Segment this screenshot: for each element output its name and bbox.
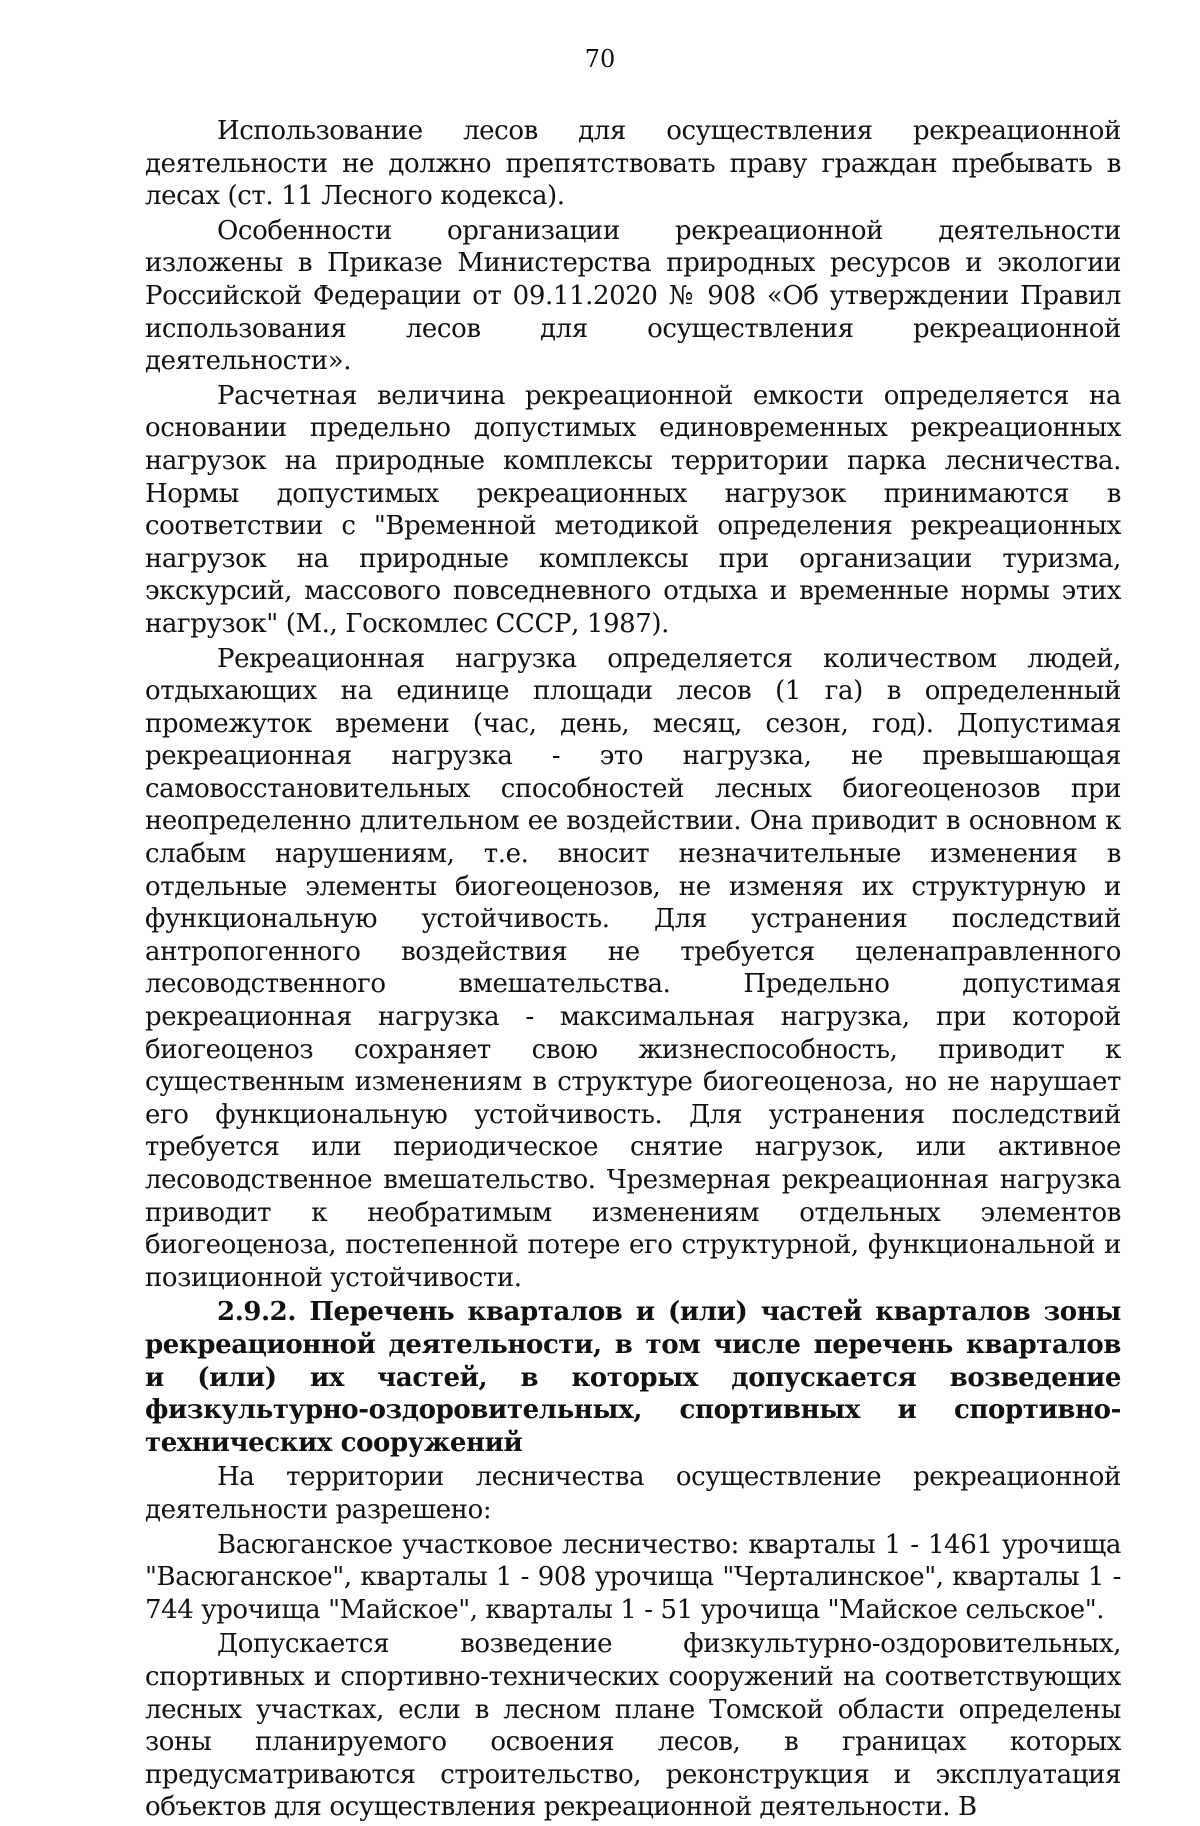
paragraph-recreational-capacity: Расчетная величина рекреационной емкости определяется на основании предельно допустимых единовременных рекреационных нагрузок на природные комплексы территории парка лесничества. Нормы допустимых рекреационных нагрузок принимаются в соответствии с "Временной методикой определения рекреационных нагрузок на природные комплексы при организации туризма, экскурсий, массового повседневного отдыха и временные нормы этих нагрузок" (М., Госкомлес СССР, 1987).	[145, 380, 1121, 639]
document-body	[145, 115, 1121, 1826]
paragraph-forest-use-rights: Использование лесов для осуществления рекреационной деятельности не должно препятствовать праву граждан пребывать в лесах (ст. 11 Лесного кодекса).	[145, 116, 1121, 212]
section-heading-2-9-2: 2.9.2. Перечень кварталов и (или) частей кварталов зоны рекреационной деятельности, в том числе перечень кварталов и (или) их частей, в которых допускается возведение физкультурно-оздоровительных, спортивных и спортивно-технических сооружений	[145, 1297, 1121, 1458]
paragraph-vasyugan-quarters: Васюганское участковое лесничество: кварталы 1 - 1461 урочища "Васюганское", кварталы 1 - 908 урочища "Черталинское", кварталы 1 - 744 урочища "Майское", кварталы 1 - 51 урочища "Майское сельское".	[145, 1529, 1121, 1625]
paragraph-recreation-order: Особенности организации рекреационной деятельности изложены в Приказе Министерства природных ресурсов и экологии Российской Федерации от 09.11.2020 № 908 «Об утверждении Правил использования лесов для осуществления рекреационной деятельности».	[145, 215, 1121, 377]
paragraph-recreational-load: Рекреационная нагрузка определяется количеством людей, отдыхающих на единице площади лесов (1 га) в определенный промежуток времени (час, день, месяц, сезон, год). Допустимая рекреационная нагрузка - это нагрузка, не превышающая самовосстановительных способностей лесных биогеоценозов при неопределенно длительном ее воздействии. Она приводит в основном к слабым нарушениям, т.е. вносит незначительные изменения в отдельные элементы биогеоценозов, не изменяя их структурную и функциональную устойчивость. Для устранения последствий антропогенного воздействия не требуется целенаправленного лесоводственного вмешательства. Предельно допустимая рекреационная нагрузка - максимальная нагрузка, при которой биогеоценоз сохраняет свою жизнеспособность, приводит к существенным изменениям в структуре биогеоценоза, но не нарушает его функциональную устойчивость. Для устранения последствий требуется или периодическое снятие нагрузок, или активное лесоводственное вмешательство. Чрезмерная рекреационная нагрузка приводит к необратимым изменениям отдельных элементов биогеоценоза, постепенной потере его структурной, функциональной и позиционной устойчивости.	[145, 643, 1121, 1293]
paragraph-allowed-territory: На территории лесничества осуществление рекреационной деятельности разрешено:	[145, 1462, 1121, 1525]
page-number: 70	[584, 45, 616, 73]
paragraph-construction-allowed: Допускается возведение физкультурно-оздоровительных, спортивных и спортивно-технических сооружений на соответствующих лесных участках, если в лесном плане Томской области определены зоны планируемого освоения лесов, в границах которых предусматриваются строительство, реконструкция и эксплуатация объектов для осуществления рекреационной деятельности. В	[145, 1629, 1121, 1823]
